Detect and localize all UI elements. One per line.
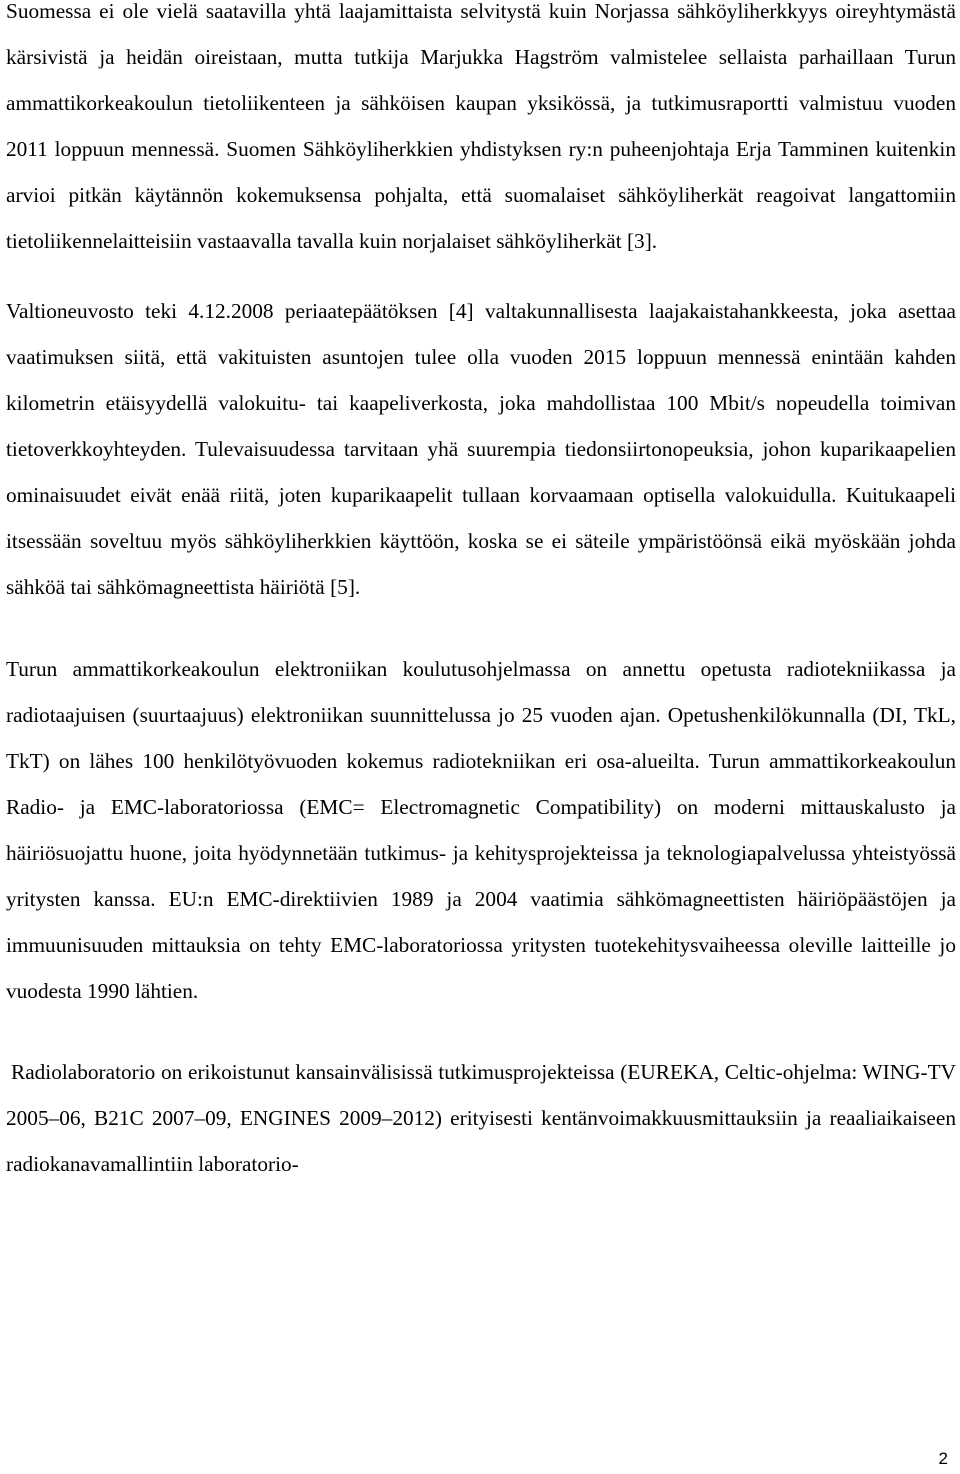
paragraph-emc-laboratory: Turun ammattikorkeakoulun elektroniikan koulutusohjelmassa on annettu opetusta radiotekniikassa ja radiotaajuisen (suurtaajuus) elektroniikan suunnittelussa jo 25 vuoden ajan. Opetushenkilökunnalla (DI, TkL, TkT) on lähes 100 henkilötyövuoden kokemus radiotekniikan eri osa-alueilta. Turun ammattikorkeakoulun Radio- ja EMC-laboratoriossa (EMC= Electromagnetic Compatibility) on moderni mittauskalusto ja häiriösuojattu huone, joita hyödynnetään tutkimus- ja kehitysprojekteissa ja teknologiapalvelussa yhteistyössä yritysten kanssa. EU:n EMC-direktiivien 1989 ja 2004 vaatimia sähkömagneettisten häiriöpäästöjen ja immuunisuuden mittauksia on tehty EMC-laboratoriossa yritysten tuotekehitysvaiheessa oleville laitteille jo vuodesta 1990 lähtien. [6, 657, 956, 1003]
document-page [6, 0, 956, 1187]
paragraph-electrosensitivity-survey: Suomessa ei ole vielä saatavilla yhtä laajamittaista selvitystä kuin Norjassa sähköyliherkkyys oireyhtymästä kärsivistä ja heidän oireistaan, mutta tutkija Marjukka Hagström valmistelee sellaista parhaillaan Turun ammattikorkeakoulun tietoliikenteen ja sähköisen kaupan yksikössä, ja tutkimusraportti valmistuu vuoden 2011 loppuun mennessä. Suomen Sähköyliherkkien yhdistyksen ry:n puheenjohtaja Erja Tamminen kuitenkin arvioi pitkän käytännön kokemuksensa pohjalta, että suomalaiset sähköyliherkät reagoivat langattomiin tietoliikennelaitteisiin vastaavalla tavalla kuin norjalaiset sähköyliherkät [3]. [6, 0, 956, 253]
paragraph-radio-laboratory: Radiolaboratorio on erikoistunut kansainvälisissä tutkimusprojekteissa (EUREKA, Celtic-ohjelma: WING-TV 2005–06, B21C 2007–09, ENGINES 2009–2012) erityisesti kentänvoimakkuusmittauksiin ja reaaliaikaiseen radiokanavamallintiin laboratorio- [6, 1060, 956, 1176]
paragraph-broadband-project: Valtioneuvosto teki 4.12.2008 periaatepäätöksen [4] valtakunnallisesta laajakaistahankkeesta, joka asettaa vaatimuksen siitä, että vakituisten asuntojen tulee olla vuoden 2015 loppuun mennessä enintään kahden kilometrin etäisyydellä valokuitu- tai kaapeliverkosta, joka mahdollistaa 100 Mbit/s nopeudella toimivan tietoverkkoyhteyden. Tulevaisuudessa tarvitaan yhä suurempia tiedonsiirtonopeuksia, johon kuparikaapelien ominaisuudet eivät enää riitä, joten kuparikaapelit tullaan korvaamaan optisella valokuidulla. Kuitukaapeli itsessään soveltuu myös sähköyliherkkien käyttöön, koska se ei säteile ympäristöönsä eikä myöskään johda sähköä tai sähkömagneettista häiriötä [5]. [6, 299, 956, 599]
page-number: 2 [938, 1449, 948, 1468]
